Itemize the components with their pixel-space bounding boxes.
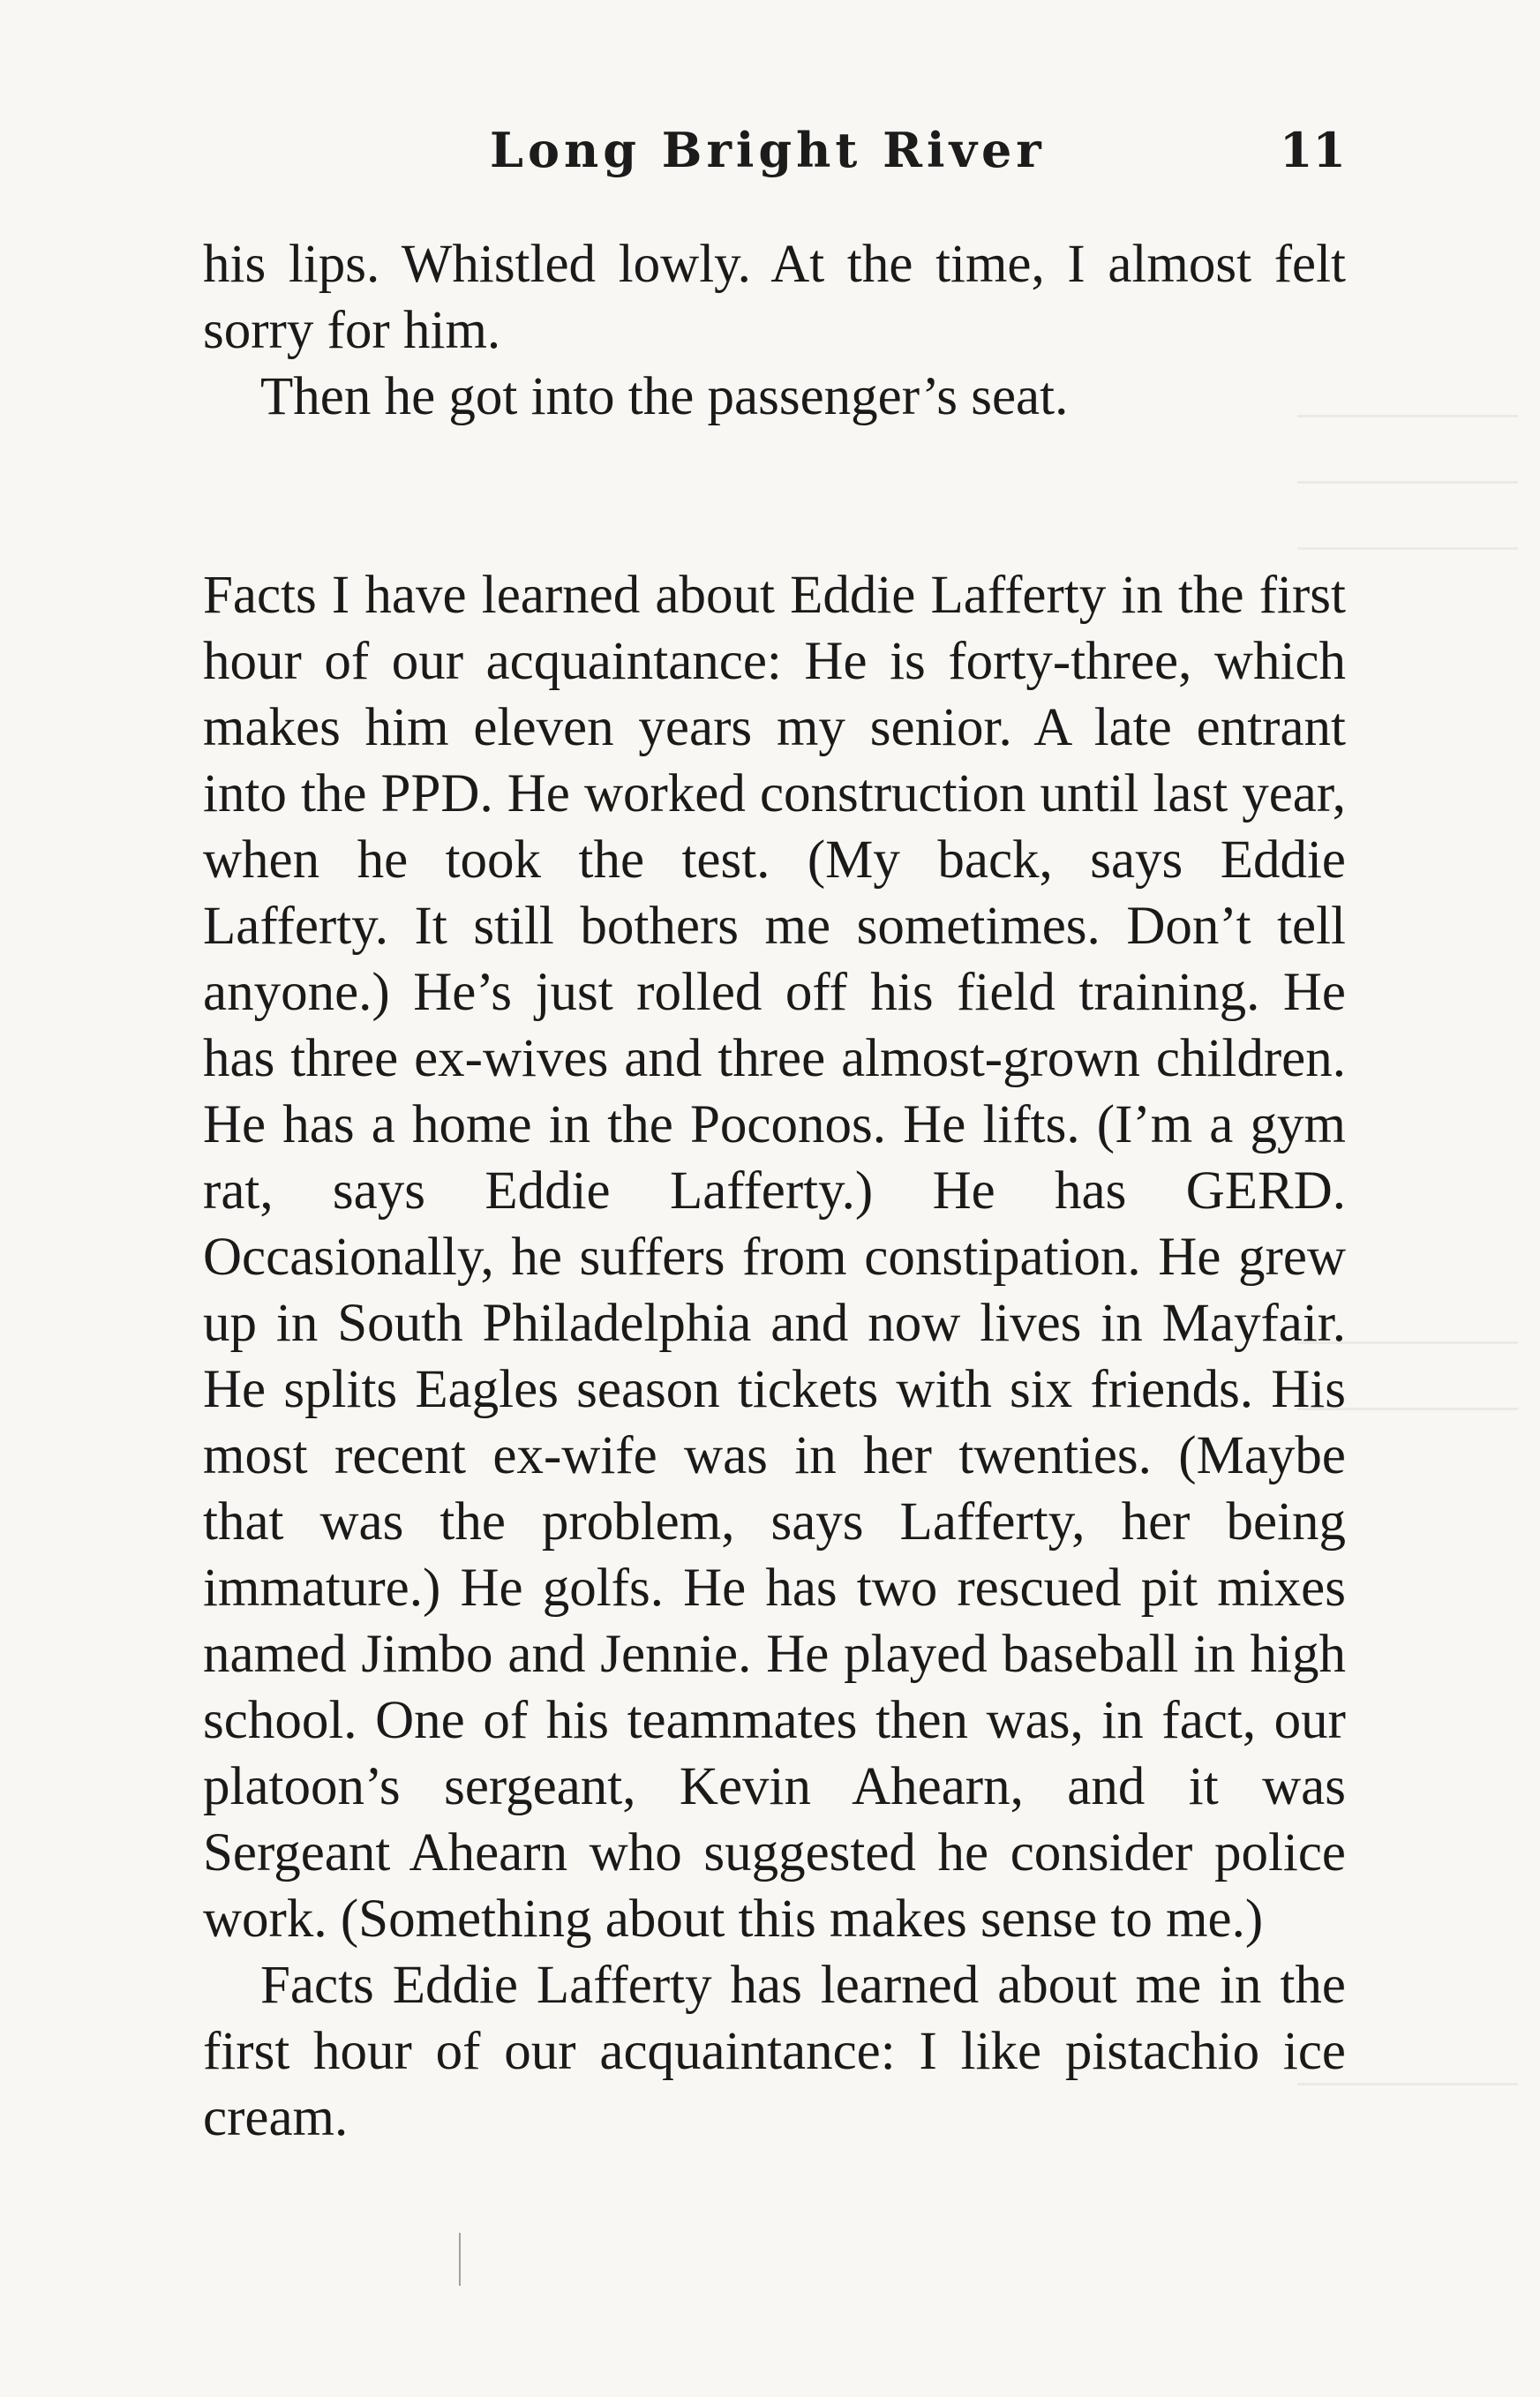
running-title: Long Bright River bbox=[490, 122, 1046, 178]
running-header bbox=[203, 122, 1346, 192]
pencil-mark bbox=[459, 2233, 461, 2286]
section-break bbox=[203, 430, 1346, 562]
body-text bbox=[203, 231, 1346, 2151]
paragraph: Facts Eddie Lafferty has learned about me in the first hour of our acquaintance: I like pistachio ice cream. bbox=[203, 1956, 1346, 2147]
paragraph: Facts I have learned about Eddie Lafferty in the first hour of our acquaintance: He is forty-three, which makes him eleven years my senior. A late entrant into the PPD. He worked construction until last year, when he took the test. (My back, says Eddie Lafferty. It still bothers me sometimes. Don’t tell anyone.) He’s just rolled off his field training. He has three ex-wives and three almost-grown children. He has a home in the Poconos. He lifts. (I’m a gym rat, says Eddie Lafferty.) He has GERD. Occasionally, he suffers from constipation. He grew up in South Philadelphia and now lives in Mayfair. He splits Eagles season tickets with six friends. His most recent ex-wife was in her twenties. (Maybe that was the problem, says Lafferty, her being immature.) He golfs. He has two rescued pit mixes named Jimbo and Jennie. He played baseball in high school. One of his teammates then was, in fact, our platoon’s sergeant, Kevin Ahearn, and it was Sergeant Ahearn who suggested he consider police work. (Something about this makes sense to me.) bbox=[203, 566, 1346, 1949]
page-number: 11 bbox=[1279, 122, 1346, 178]
paragraph: his lips. Whistled lowly. At the time, I almost felt sorry for him. bbox=[203, 235, 1346, 360]
paragraph: Then he got into the passenger’s seat. bbox=[260, 367, 1069, 426]
